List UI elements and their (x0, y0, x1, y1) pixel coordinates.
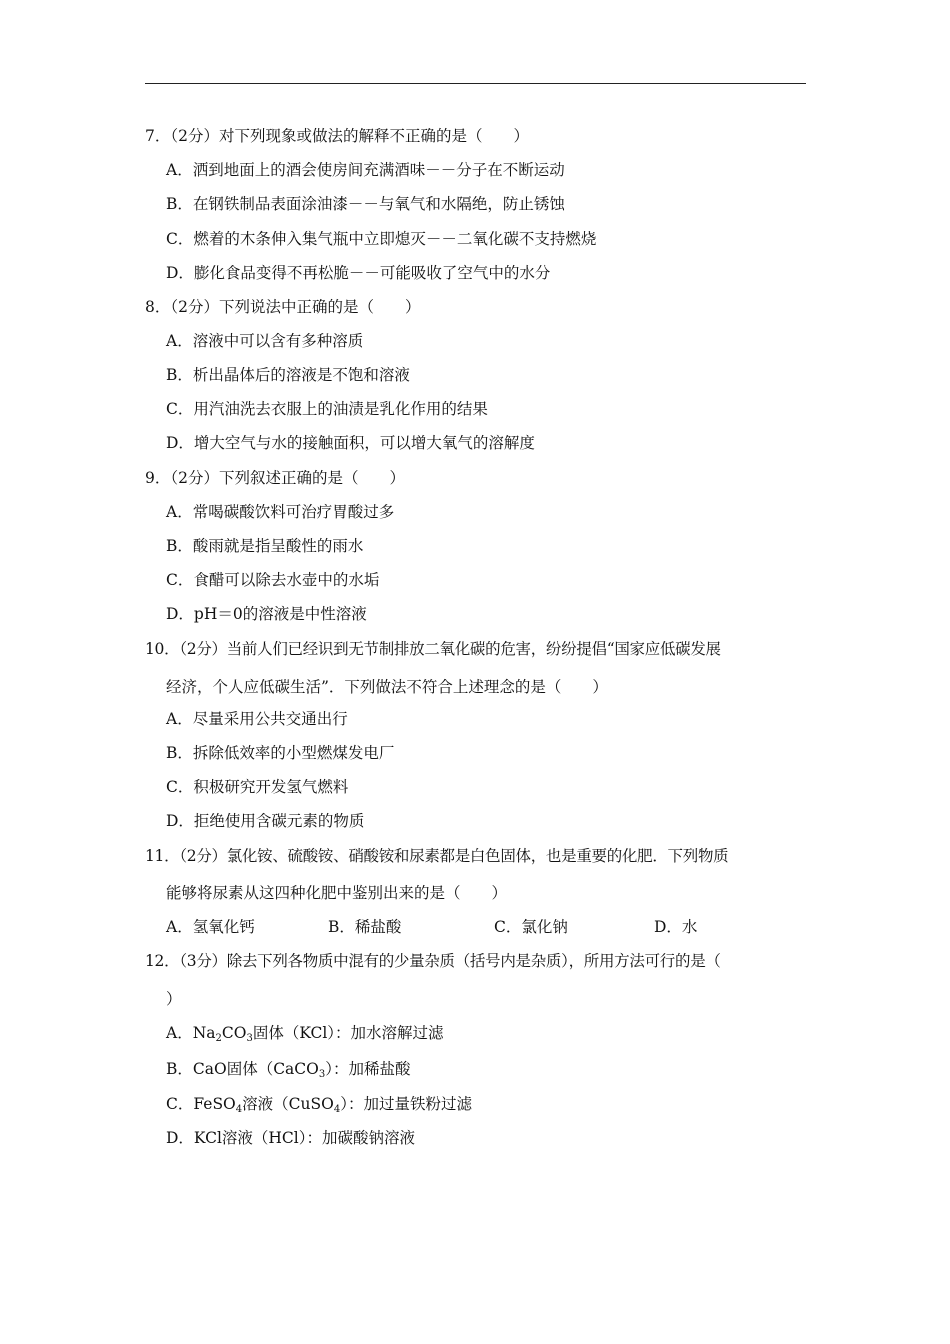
question-11-option-c: C．氯化钠 (494, 918, 568, 936)
question-9-option-a: A．常喝碳酸饮料可治疗胃酸过多 (166, 503, 395, 521)
question-12-option-c: C．FeSO$_4$溶液（CuSO$_4$）：加过量铁粉过滤 (166, 1095, 472, 1115)
question-8-option-a: A．溶液中可以含有多种溶质 (166, 332, 364, 350)
question-10-option-b: B．拆除低效率的小型燃煤发电厂 (166, 744, 395, 762)
question-12-option-d: D．KCl溶液（HCl）：加碳酸钠溶液 (166, 1129, 415, 1147)
question-11-option-a: A．氢氧化钙 (166, 918, 255, 936)
question-8-option-d: D．增大空气与水的接触面积，可以增大氧气的溶解度 (166, 434, 535, 452)
question-9-stem: 9．（2分）下列叙述正确的是（ ） (145, 469, 405, 487)
question-8-option-b: B．析出晶体后的溶液是不饱和溶液 (166, 366, 410, 384)
question-7-option-b: B．在钢铁制品表面涂油漆－－与氧气和水隔绝，防止锈蚀 (166, 195, 565, 213)
question-11-option-b: B．稀盐酸 (328, 918, 402, 936)
question-11-option-d: D．水 (654, 918, 698, 936)
question-7-stem: 7．（2分）对下列现象或做法的解释不正确的是（ ） (145, 127, 529, 145)
question-10-option-c: C．积极研究开发氢气燃料 (166, 778, 349, 796)
question-9-option-d: D．pH＝0的溶液是中性溶液 (166, 605, 367, 623)
question-10-option-a: A．尽量采用公共交通出行 (166, 710, 348, 728)
question-10-stem-line1: 10．（2分）当前人们已经识到无节制排放二氧化碳的危害，纷纷提倡“国家应低碳发展 (145, 640, 721, 658)
question-10-option-d: D．拒绝使用含碳元素的物质 (166, 812, 365, 830)
question-7-option-c: C．燃着的木条伸入集气瓶中立即熄灭－－二氧化碳不支持燃烧 (166, 230, 597, 248)
question-7-option-d: D．膨化食品变得不再松脆－－可能吸收了空气中的水分 (166, 264, 551, 282)
header-rule (145, 83, 806, 84)
question-8-option-c: C．用汽油洗去衣服上的油渍是乳化作用的结果 (166, 400, 488, 418)
question-12-option-a: A．$Na_2CO_3$固体（KCl）：加水溶解过滤 (166, 1024, 444, 1044)
question-9-option-c: C．食醋可以除去水壶中的水垢 (166, 571, 380, 589)
question-12-stem-line2: ） (166, 990, 182, 1008)
question-11-stem-line1: 11．（2分）氯化铵、硫酸铵、硝酸铵和尿素都是白色固体，也是重要的化肥．下列物质 (145, 847, 729, 865)
question-11-stem-line2: 能够将尿素从这四种化肥中鉴别出来的是（ ） (166, 884, 508, 902)
question-12-option-b: B．CaO固体（CaCO$_3$）：加稀盐酸 (166, 1060, 411, 1080)
question-10-stem-line2: 经济，个人应低碳生活”．下列做法不符合上述理念的是（ ） (166, 678, 608, 696)
question-7-option-a: A．洒到地面上的酒会使房间充满酒味－－分子在不断运动 (166, 161, 565, 179)
question-9-option-b: B．酸雨就是指呈酸性的雨水 (166, 537, 364, 555)
question-8-stem: 8．（2分）下列说法中正确的是（ ） (145, 298, 421, 316)
question-12-stem-line1: 12．（3分）除去下列各物质中混有的少量杂质（括号内是杂质），所用方法可行的是（ (145, 952, 721, 970)
